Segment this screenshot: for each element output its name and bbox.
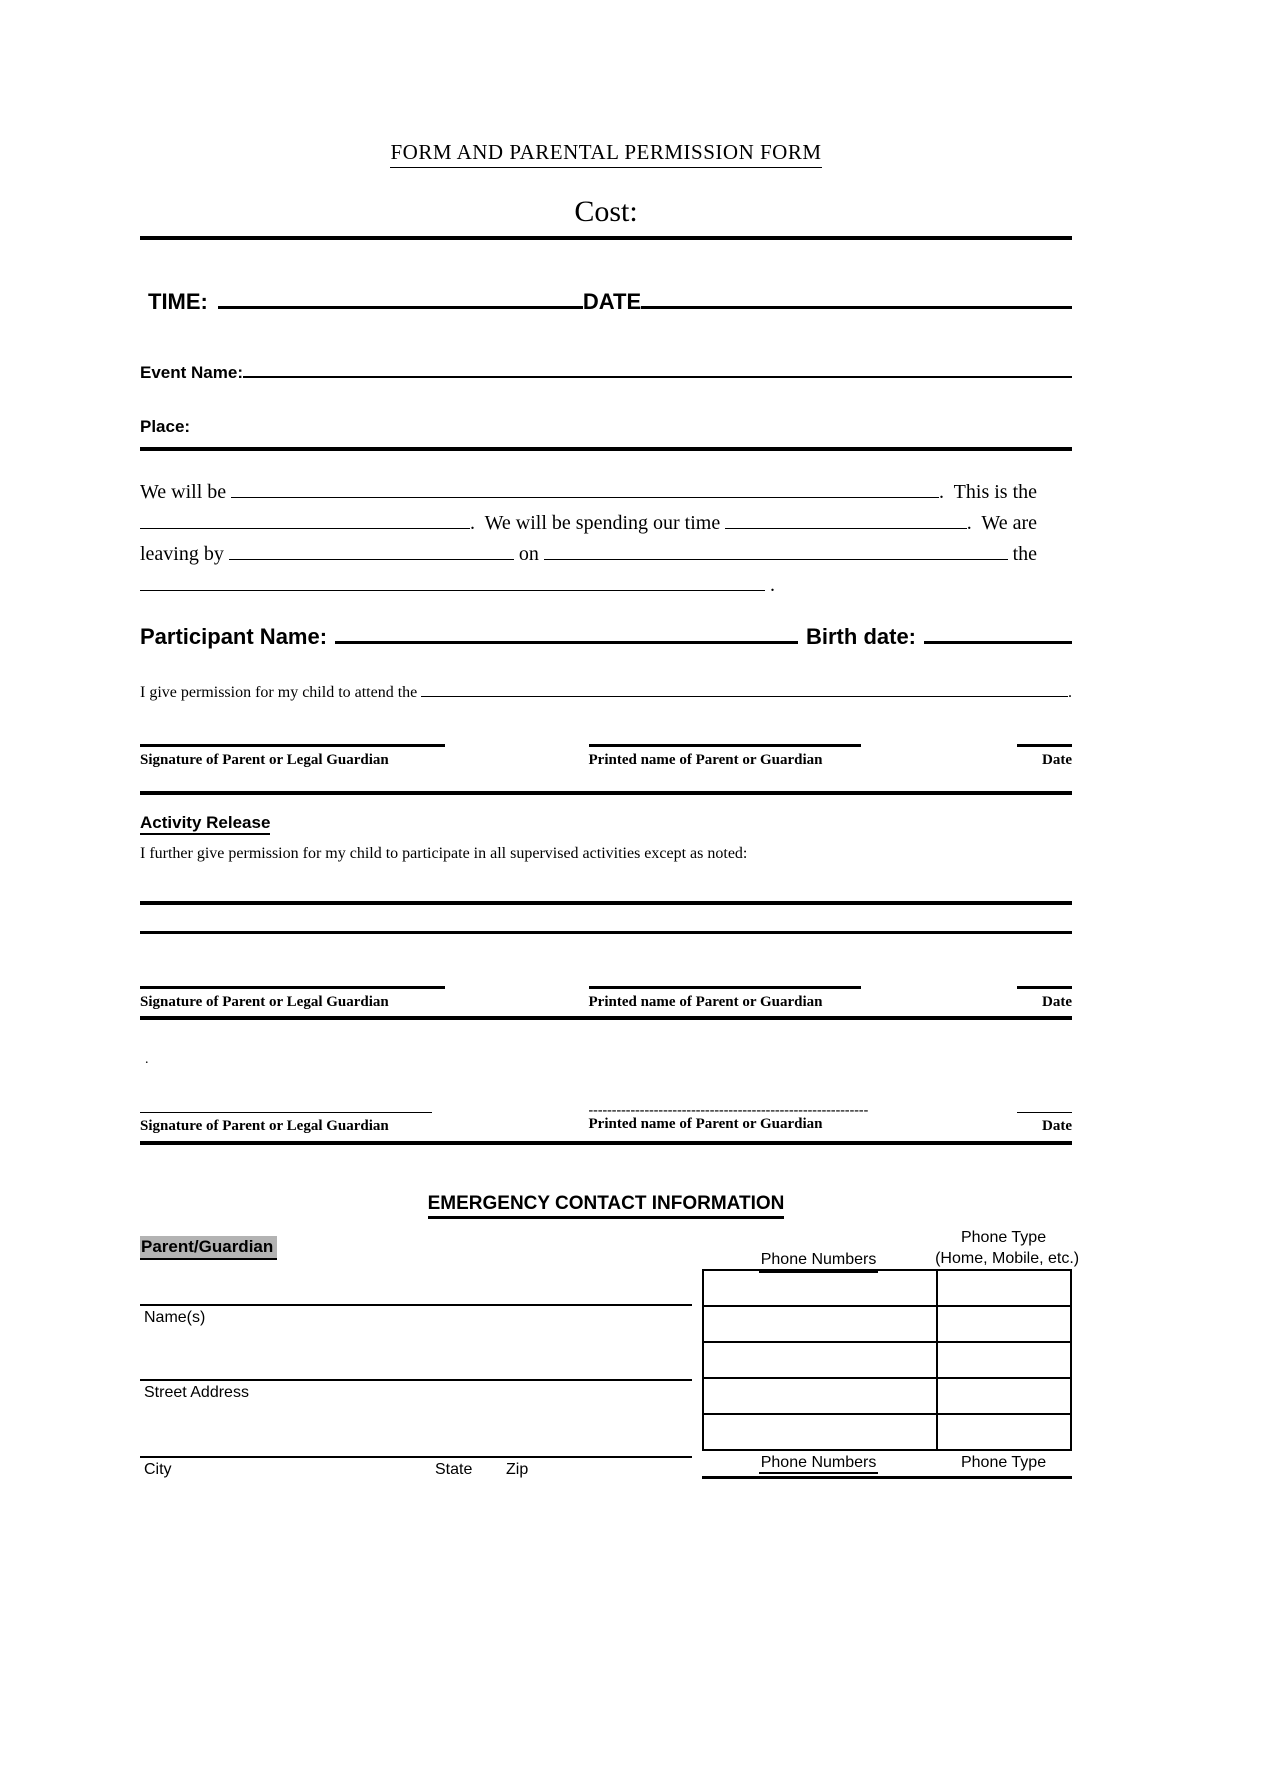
city-label: City <box>144 1461 172 1478</box>
trip-blank-3 <box>725 508 967 529</box>
trip-text: . This is the <box>939 481 1037 503</box>
phone-table-header <box>702 1223 1080 1269</box>
trip-paragraph <box>140 477 1037 601</box>
signature-blank <box>140 986 445 989</box>
phone-table-footer <box>702 1454 1072 1472</box>
zip-label: Zip <box>506 1461 529 1478</box>
phone-number-cell <box>703 1414 937 1450</box>
trip-line-1 <box>140 477 1037 508</box>
date-label-small: Date <box>1042 752 1072 768</box>
trip-blank-6 <box>140 570 765 591</box>
street-blank-line <box>140 1379 692 1381</box>
printed-name-blank <box>589 986 861 989</box>
signature-block-2 <box>140 986 1072 1011</box>
participant-name-blank <box>335 619 798 644</box>
activity-blank-line-1 <box>140 901 1072 905</box>
phone-table-area <box>702 1223 1080 1479</box>
signature-block-1 <box>140 744 1072 769</box>
phone-type-cell <box>937 1306 1071 1342</box>
emergency-contact-section <box>140 1223 1080 1503</box>
signature-blank <box>140 744 445 747</box>
form-title-text: FORM AND PARENTAL PERMISSION FORM <box>390 140 821 168</box>
emergency-contact-heading <box>140 1193 1072 1215</box>
phone-table-row <box>703 1342 1071 1378</box>
place-line <box>140 447 1072 451</box>
printed-name-dashed-line: ------------------------------------------------------------ <box>588 1106 869 1116</box>
emergency-contact-heading-text: EMERGENCY CONTACT INFORMATION <box>428 1193 785 1219</box>
trip-text: . We will be spending our time <box>470 512 726 534</box>
trip-text: We will be <box>140 481 232 503</box>
date-blank <box>641 284 1072 309</box>
divider-under-cost <box>140 236 1072 240</box>
phone-numbers-header <box>702 1251 935 1269</box>
date-blank-line <box>1017 1112 1072 1113</box>
event-name-label: Event Name: <box>140 363 243 382</box>
phone-type-sub-text: (Home, Mobile, etc.) <box>935 1250 1080 1267</box>
phone-type-cell <box>937 1378 1071 1414</box>
trip-line-3 <box>140 539 1037 570</box>
printed-name-column <box>589 744 874 769</box>
phone-numbers-header-text: Phone Numbers <box>759 1251 879 1273</box>
trip-text: . <box>765 574 775 596</box>
event-name-row <box>140 359 1072 383</box>
trip-text: on <box>513 543 544 565</box>
trip-line-4 <box>140 570 1037 601</box>
signature-block-3 <box>140 1106 1072 1135</box>
participant-name-label: Participant Name: <box>140 624 328 649</box>
printed-name-label: Printed name of Parent or Guardian <box>588 994 823 1010</box>
signature-column <box>140 1106 445 1135</box>
divider-after-signature-2 <box>140 1016 1072 1020</box>
phone-number-cell <box>703 1306 937 1342</box>
printed-name-column <box>589 986 874 1011</box>
printed-name-label: Printed name of Parent or Guardian <box>588 1116 823 1132</box>
attend-text: I give permission for my child to attend the <box>140 684 422 701</box>
time-blank <box>218 284 583 309</box>
participant-row <box>140 619 1072 650</box>
attend-permission-row <box>140 680 1072 702</box>
phone-type-header <box>935 1227 1080 1269</box>
phone-number-cell <box>703 1342 937 1378</box>
phone-number-cell <box>703 1378 937 1414</box>
attend-period: . <box>1068 684 1072 701</box>
stray-period: . <box>145 1052 149 1067</box>
city-blank-line <box>140 1456 692 1458</box>
date-column <box>1017 1106 1072 1135</box>
names-blank-line <box>140 1304 692 1306</box>
city-state-zip-row <box>140 1461 692 1481</box>
date-column <box>1017 744 1072 769</box>
time-date-row <box>140 284 1072 315</box>
date-blank-line <box>1017 986 1072 989</box>
place-label: Place: <box>140 417 191 436</box>
birth-date-label: Birth date: <box>806 624 916 649</box>
event-name-blank <box>243 359 1072 378</box>
signature-blank <box>140 1112 432 1113</box>
phone-table-row <box>703 1414 1071 1450</box>
date-label-small: Date <box>1042 994 1072 1010</box>
signature-label: Signature of Parent or Legal Guardian <box>140 994 389 1010</box>
activity-release-heading <box>140 813 1072 833</box>
phone-type-cell <box>937 1270 1071 1306</box>
trip-blank-1 <box>231 477 939 498</box>
trip-line-2 <box>140 508 1037 539</box>
date-column <box>1017 986 1072 1011</box>
time-label: TIME: <box>148 289 208 314</box>
date-label: DATE <box>582 289 642 314</box>
attend-blank <box>421 680 1068 697</box>
phone-table <box>702 1269 1072 1451</box>
cost-label: Cost: <box>574 195 638 228</box>
birth-date-blank <box>924 619 1072 644</box>
street-label: Street Address <box>144 1384 249 1401</box>
phone-table-row <box>703 1378 1071 1414</box>
trip-blank-4 <box>229 539 514 560</box>
signature-column <box>140 744 445 769</box>
trip-text: . We are <box>966 512 1037 534</box>
divider-after-signature-1 <box>140 791 1072 795</box>
divider-under-phone-footer <box>702 1476 1072 1479</box>
phone-type-header-text: Phone Type <box>960 1229 1047 1246</box>
date-blank-line <box>1017 744 1072 747</box>
printed-name-blank <box>589 744 861 747</box>
phone-numbers-footer <box>702 1454 935 1472</box>
printed-name-label: Printed name of Parent or Guardian <box>588 752 823 768</box>
emergency-left-column <box>140 1223 692 1481</box>
trip-text: leaving by <box>140 543 229 565</box>
printed-name-column <box>589 1106 874 1135</box>
phone-number-cell <box>703 1270 937 1306</box>
trip-blank-5 <box>544 539 1008 560</box>
phone-numbers-footer-text: Phone Numbers <box>759 1454 879 1474</box>
phone-type-footer: Phone Type <box>960 1454 1047 1471</box>
phone-table-row <box>703 1270 1071 1306</box>
activity-blank-line-2 <box>140 931 1072 934</box>
activity-release-heading-text: Activity Release <box>140 813 270 835</box>
form-title <box>140 140 1072 165</box>
state-label: State <box>435 1461 473 1478</box>
signature-label: Signature of Parent or Legal Guardian <box>140 1118 389 1134</box>
place-row <box>140 417 1072 437</box>
parent-guardian-label <box>140 1237 692 1257</box>
phone-table-row <box>703 1306 1071 1342</box>
activity-release-text: I further give permission for my child to participate in all supervised activities except as noted: <box>140 845 748 862</box>
trip-text: the <box>1007 543 1037 565</box>
trip-blank-2 <box>140 508 470 529</box>
phone-type-cell <box>937 1342 1071 1378</box>
permission-form-page <box>0 140 1275 1790</box>
names-label: Name(s) <box>144 1309 206 1326</box>
signature-label: Signature of Parent or Legal Guardian <box>140 752 389 768</box>
parent-guardian-highlight: Parent/Guardian <box>140 1236 277 1260</box>
signature-column <box>140 986 445 1011</box>
divider-after-signature-3 <box>140 1141 1072 1145</box>
phone-type-cell <box>937 1414 1071 1450</box>
date-label-small: Date <box>1042 1118 1072 1134</box>
